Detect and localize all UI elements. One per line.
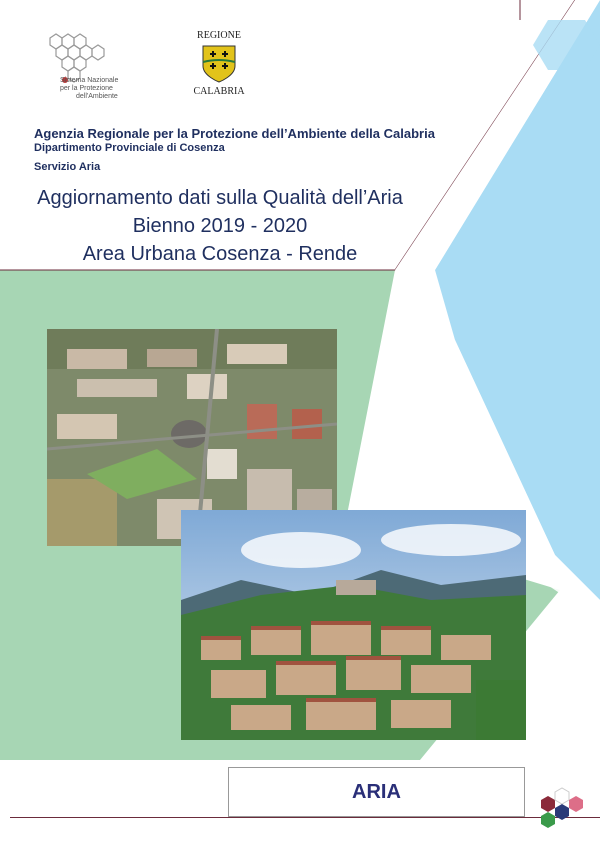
regione-emblem-icon xyxy=(201,44,237,84)
document-title xyxy=(0,184,440,268)
title-line-2: Bienno 2019 - 2020 xyxy=(132,215,308,237)
regione-calabria-logo xyxy=(186,30,252,97)
title-line-1: Aggiornamento dati sulla Qualità dell’Aria xyxy=(37,187,403,209)
snpa-line: Sistema Nazionale xyxy=(60,77,119,84)
agency-info xyxy=(34,126,435,173)
old-town-photo xyxy=(181,510,526,740)
agency-service: Servizio Aria xyxy=(34,161,101,173)
title-line-3: Area Urbana Cosenza - Rende xyxy=(82,243,358,265)
snpa-line: dell'Ambiente xyxy=(76,93,118,100)
footer-divider xyxy=(10,817,600,818)
agency-department: Dipartimento Provinciale di Cosenza xyxy=(34,142,225,154)
regione-top-text: REGIONE xyxy=(197,30,241,41)
hexagon-cluster-icon xyxy=(533,786,583,840)
aria-label-box xyxy=(228,767,525,817)
agency-name: Agenzia Regionale per la Protezione dell’Ambiente della Calabria xyxy=(34,126,435,141)
snpa-line: per la Protezione xyxy=(60,85,113,92)
aria-label: ARIA xyxy=(352,780,401,803)
snpa-logo-text xyxy=(60,77,118,101)
regione-bottom-text: CALABRIA xyxy=(193,86,245,97)
